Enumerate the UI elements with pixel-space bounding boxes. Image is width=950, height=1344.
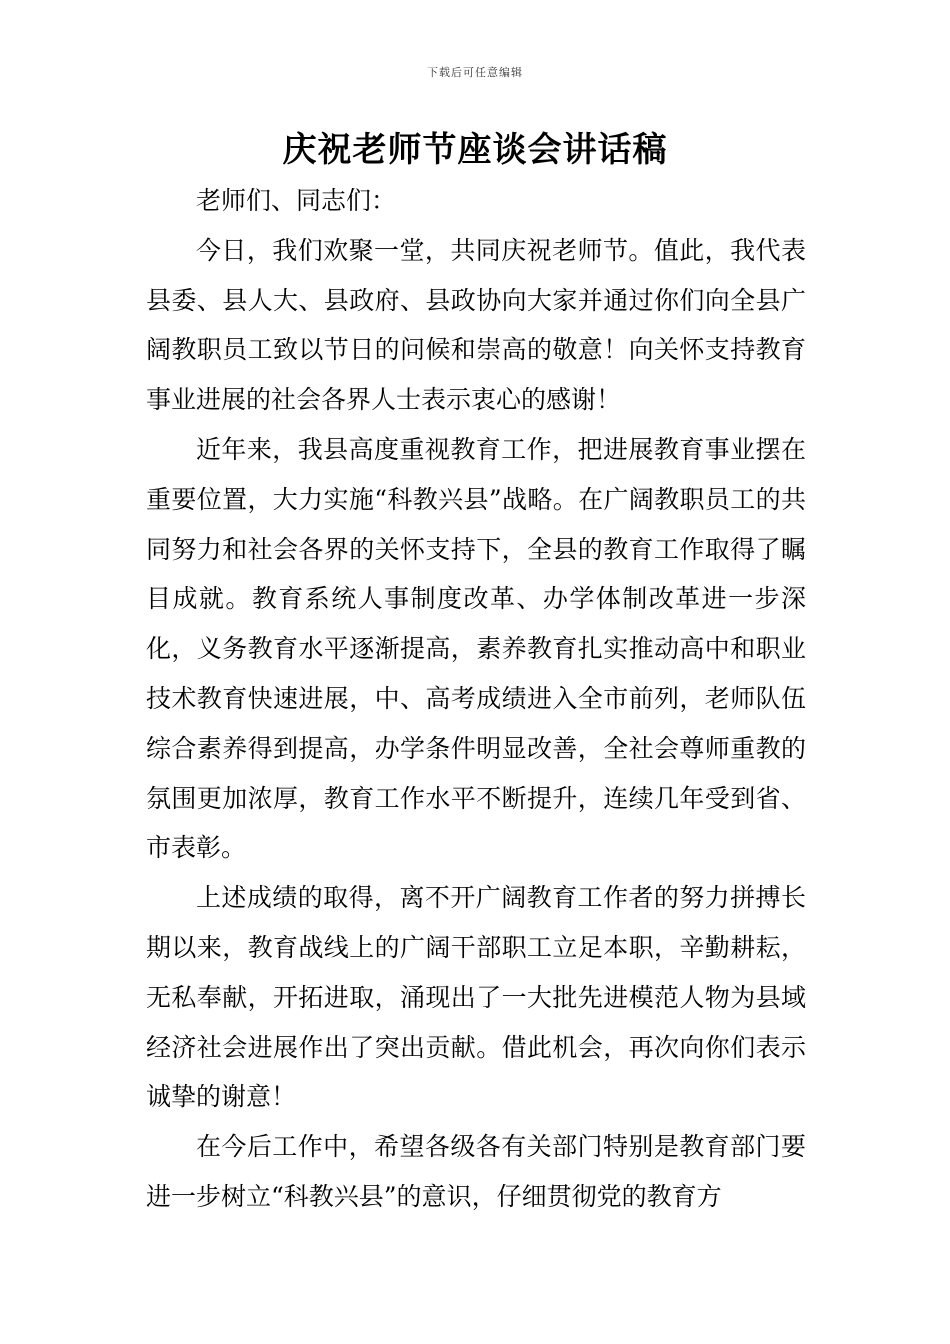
paragraph-1: 今日，我们欢聚一堂，共同庆祝老师节。值此，我代表县委、县人大、县政府、县政协向大家并通过你们向全县广阔教职员工致以节日的问候和崇高的敬意！向关怀支持教育事业进展的社会各界人士表示衷心的感谢！ [146, 235, 806, 415]
document-title: 庆祝老师节座谈会讲话稿 [282, 130, 668, 170]
header-note: 下载后可任意编辑 [427, 66, 523, 79]
paragraph-2: 近年来，我县高度重视教育工作，把进展教育事业摆在重要位置，大力实施“科教兴县”战略。在广阔教职员工的共同努力和社会各界的关怀支持下，全县的教育工作取得了瞩目成就。教育系统人事制度改革、办学体制改革进一步深化，义务教育水平逐渐提高，素养教育扎实推动高中和职业技术教育快速进展，中、高考成绩进入全市前列，老师队伍综合素养得到提高，办学条件明显改善，全社会尊师重教的氛围更加浓厚，教育工作水平不断提升，连续几年受到省、市表彰。 [146, 434, 806, 863]
salutation: 老师们、同志们： [196, 186, 397, 215]
paragraph-3: 上述成绩的取得，离不开广阔教育工作者的努力拼搏长期以来，教育战线上的广阔干部职工立足本职，辛勤耕耘，无私奉献，开拓进取，涌现出了一大批先进模范人物为县域经济社会进展作出了突出贡献。借此机会，再次向你们表示诚挚的谢意！ [146, 883, 806, 1112]
document-body [146, 176, 806, 1222]
paragraph-4: 在今后工作中，希望各级各有关部门特别是教育部门要进一步树立“科教兴县”的意识，仔细贯彻党的教育方 [146, 1132, 806, 1211]
